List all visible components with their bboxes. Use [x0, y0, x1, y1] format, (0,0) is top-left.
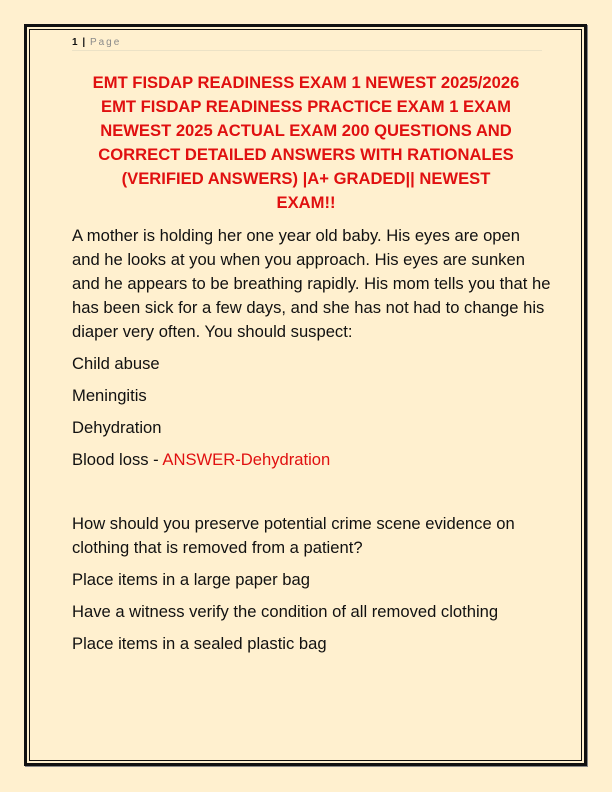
correct-answer: ANSWER-Dehydration — [162, 450, 331, 469]
answer-option: Place items in a sealed plastic bag — [72, 634, 327, 653]
page-separator: | — [82, 37, 86, 48]
title-line: NEWEST 2025 ACTUAL EXAM 200 QUESTIONS AND — [100, 121, 512, 140]
document-body — [72, 224, 552, 664]
answer-option: Dehydration — [72, 418, 162, 437]
answer-option: Place items in a large paper bag — [72, 570, 310, 589]
title-line: (VERIFIED ANSWERS) |A+ GRADED|| NEWEST — [121, 169, 491, 188]
title-line: CORRECT DETAILED ANSWERS WITH RATIONALES — [98, 145, 514, 164]
page-number: 1 — [72, 37, 78, 48]
answer-option: Have a witness verify the condition of all removed clothing — [72, 602, 499, 621]
title-line: EMT FISDAP READINESS EXAM 1 NEWEST 2025/2026 — [92, 73, 520, 92]
answer-option: Blood loss - — [72, 450, 163, 469]
question-text: A mother is holding her one year old baby. His eyes are open and he looks at you when you approach. His eyes are sunken and he appears to be breathing rapidly. His mom tells you that he has been sick for a few days, and she has not had to change his diaper very often. You should suspect: — [72, 226, 551, 341]
spacer — [72, 480, 552, 512]
question-text: How should you preserve potential crime scene evidence on clothing that is removed from a patient? — [72, 514, 515, 557]
title-line: EMT FISDAP READINESS PRACTICE EXAM 1 EXAM — [101, 97, 511, 116]
answer-option: Child abuse — [72, 354, 160, 373]
answer-option: Meningitis — [72, 386, 147, 405]
document-title — [66, 71, 546, 215]
title-line: EXAM!! — [276, 193, 336, 212]
answer-option-with-answer — [72, 448, 552, 472]
page-header — [72, 36, 542, 51]
page-label: Page — [89, 37, 122, 48]
